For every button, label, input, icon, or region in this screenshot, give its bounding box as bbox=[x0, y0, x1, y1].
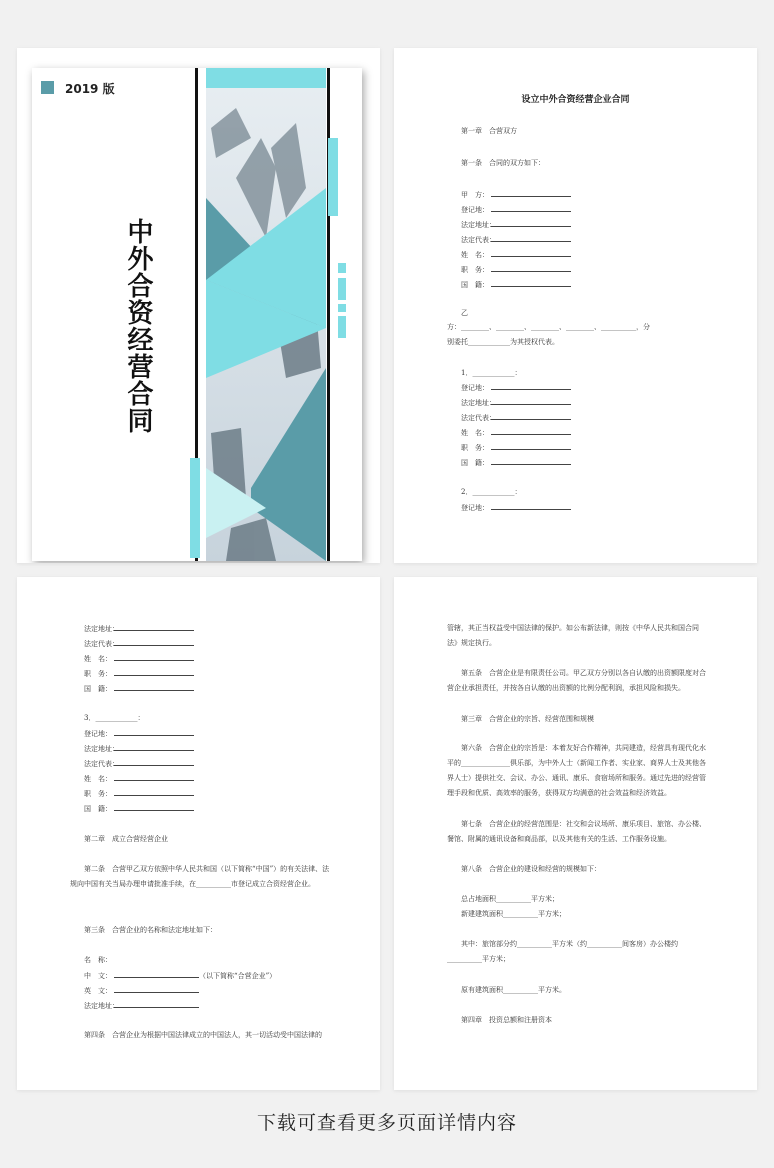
blank-line bbox=[114, 756, 194, 766]
blank-line bbox=[491, 277, 571, 287]
field-row: 登记地： bbox=[84, 726, 194, 741]
blank-line bbox=[491, 262, 571, 272]
field-row: 职 务： bbox=[84, 666, 194, 681]
article-4: 第四条 合营企业为根据中国法律成立的中国法人，其一切活动受中国法律的 bbox=[84, 1031, 322, 1039]
field-row: 国 籍： bbox=[461, 455, 571, 470]
blank-line bbox=[491, 410, 571, 420]
field-row: 职 务： bbox=[461, 440, 571, 455]
article-5: 第五条 合营企业是有限责任公司。甲乙双方分别以各自认缴的出资额限度对合营企业承担责任，并按各自认缴的出资额的比例分配利润，承担风险和损失。 bbox=[447, 669, 706, 692]
download-hint: 下载可查看更多页面详情内容 bbox=[256, 1112, 517, 1134]
field-row: 姓 名： bbox=[84, 771, 194, 786]
field-row: 法定地址： bbox=[84, 741, 194, 756]
blank-line bbox=[114, 801, 194, 811]
field-row: 法定地址： bbox=[461, 217, 571, 232]
contract-page-2 bbox=[17, 577, 380, 1090]
article-1: 第一条 合同的双方如下： bbox=[461, 159, 545, 167]
party-b-label: 乙 bbox=[461, 309, 468, 317]
field-row: 登记地： bbox=[461, 500, 571, 515]
field-row: 国 籍： bbox=[84, 801, 194, 816]
field-row: 法定代表： bbox=[84, 636, 194, 651]
edition-label: 2019 版 bbox=[65, 82, 115, 96]
cover-page bbox=[17, 48, 380, 563]
blank-line bbox=[491, 425, 571, 435]
field-row: 法定代表： bbox=[461, 410, 571, 425]
chapter-3: 第三章 合营企业的宗旨、经营范围和规模 bbox=[461, 715, 594, 723]
item-3-block bbox=[84, 726, 194, 816]
cover-artwork bbox=[206, 68, 344, 561]
blank-line bbox=[114, 726, 194, 736]
contract-page-1 bbox=[394, 48, 757, 563]
item-2: 2．____________： bbox=[461, 488, 522, 496]
cover-sheet bbox=[32, 68, 362, 561]
party-b-line: 方：________、________、________、________、__________，分 bbox=[447, 323, 650, 331]
item-3: 3．____________： bbox=[84, 714, 145, 722]
field-row: 法定代表： bbox=[84, 756, 194, 771]
deco-bar bbox=[338, 263, 346, 273]
field-row: 姓 名： bbox=[84, 651, 194, 666]
deco-bar bbox=[190, 458, 200, 558]
blank-line bbox=[491, 247, 571, 257]
blank-line bbox=[491, 187, 571, 197]
blank-line bbox=[491, 440, 571, 450]
cover-title: 中外合资经营合同 bbox=[123, 218, 153, 434]
blank-line bbox=[491, 455, 571, 465]
blank-line bbox=[114, 786, 194, 796]
heading-text: 设立中外合资经营企业合同 bbox=[521, 95, 630, 105]
field-row: 国 籍： bbox=[84, 681, 194, 696]
name-fields-block bbox=[84, 953, 276, 1013]
chapter-2: 第二章 成立合营经营企业 bbox=[84, 835, 168, 843]
blank-line bbox=[114, 681, 194, 691]
area-total: 总占地面积__________平方米； bbox=[461, 895, 559, 903]
edition-marker bbox=[41, 81, 54, 94]
top-fields-block bbox=[84, 621, 194, 696]
cn-note: （以下简称“合营企业”） bbox=[199, 972, 277, 980]
article-3: 第三条 合营企业的名称和法定地址如下： bbox=[84, 926, 217, 934]
contract-page-3 bbox=[394, 577, 757, 1090]
blank-line bbox=[114, 741, 194, 751]
item-1-block bbox=[461, 380, 571, 470]
field-row: 职 务： bbox=[461, 262, 571, 277]
article-4-cont: 管辖，其正当权益受中国法律的保护。如公布新法律，则按《中华人民共和国合同法》规定执行。 bbox=[447, 624, 699, 647]
area-split: 其中：旅馆部分约__________平方米（约__________间客房）办公楼约__________平方米； bbox=[447, 940, 678, 963]
blank-line bbox=[491, 217, 571, 227]
field-row: 登记地： bbox=[461, 380, 571, 395]
field-row: 名 称： bbox=[84, 956, 112, 964]
blank-line bbox=[114, 666, 194, 676]
chapter-1: 第一章 合营双方 bbox=[461, 127, 517, 135]
article-7: 第七条 合营企业的经营范围是：社交和会议场所、康乐项目、旅馆、办公楼、餐馆、附属的通讯设备和商品部，以及其他有关的生活、工作服务设施。 bbox=[447, 820, 706, 843]
item-2-block bbox=[461, 500, 571, 515]
blank-line bbox=[114, 771, 194, 781]
article-2: 第二条 合营甲乙双方依照中华人民共和国（以下简称“中国”）的有关法律、法规向中国有关当局办理申请批准手续，在__________市登记成立合资经营企业。 bbox=[70, 865, 330, 888]
field-row: 英 文： bbox=[84, 983, 276, 998]
blank-line bbox=[114, 651, 194, 661]
party-a-block bbox=[461, 187, 571, 292]
blank-line bbox=[491, 380, 571, 390]
deco-bar bbox=[328, 138, 338, 216]
blank-line bbox=[114, 983, 199, 993]
deco-bar bbox=[338, 278, 346, 300]
area-existing: 原有建筑面积__________平方米。 bbox=[461, 986, 566, 994]
blank-line bbox=[114, 968, 199, 978]
deco-bar bbox=[338, 316, 346, 338]
chapter-4: 第四章 投资总额和注册资本 bbox=[461, 1016, 552, 1024]
blank-line bbox=[114, 998, 199, 1008]
field-row: 姓 名： bbox=[461, 247, 571, 262]
blank-line bbox=[114, 621, 194, 631]
blank-line bbox=[114, 636, 194, 646]
area-new: 新建建筑面积__________平方米； bbox=[461, 910, 566, 918]
field-row: 甲 方： bbox=[461, 187, 571, 202]
blank-line bbox=[491, 202, 571, 212]
contract-heading bbox=[394, 93, 757, 108]
field-row: 法定地址： bbox=[461, 395, 571, 410]
article-8: 第八条 合营企业的建设和经营的规模如下： bbox=[461, 865, 601, 873]
field-row: 职 务： bbox=[84, 786, 194, 801]
field-row: 登记地： bbox=[461, 202, 571, 217]
article-6: 第六条 合营企业的宗旨是：本着友好合作精神，共同建造，经营具有现代化水平的______________俱乐部，为中外人士（新闻工作者、实业家、商界人士及其他各界人士）提供社交、会议、办公、通讯、康乐、食宿场所和服务。通过先进的经营管理手段和优质、高效率的服务，获得双方均满意的社会效益和经济效益。 bbox=[447, 744, 706, 797]
item-1: 1．____________： bbox=[461, 369, 522, 377]
blank-line bbox=[491, 232, 571, 242]
field-row: 中 文： （以下简称“合营企业”） bbox=[84, 968, 276, 983]
field-row: 法定地址： bbox=[84, 998, 276, 1013]
field-row: 姓 名： bbox=[461, 425, 571, 440]
blank-line bbox=[491, 395, 571, 405]
field-row: 法定代表： bbox=[461, 232, 571, 247]
blank-line bbox=[491, 500, 571, 510]
party-b-line2: 别委托____________为其授权代表。 bbox=[447, 338, 559, 346]
deco-bar bbox=[338, 304, 346, 312]
field-row: 国 籍： bbox=[461, 277, 571, 292]
field-row: 法定地址： bbox=[84, 621, 194, 636]
